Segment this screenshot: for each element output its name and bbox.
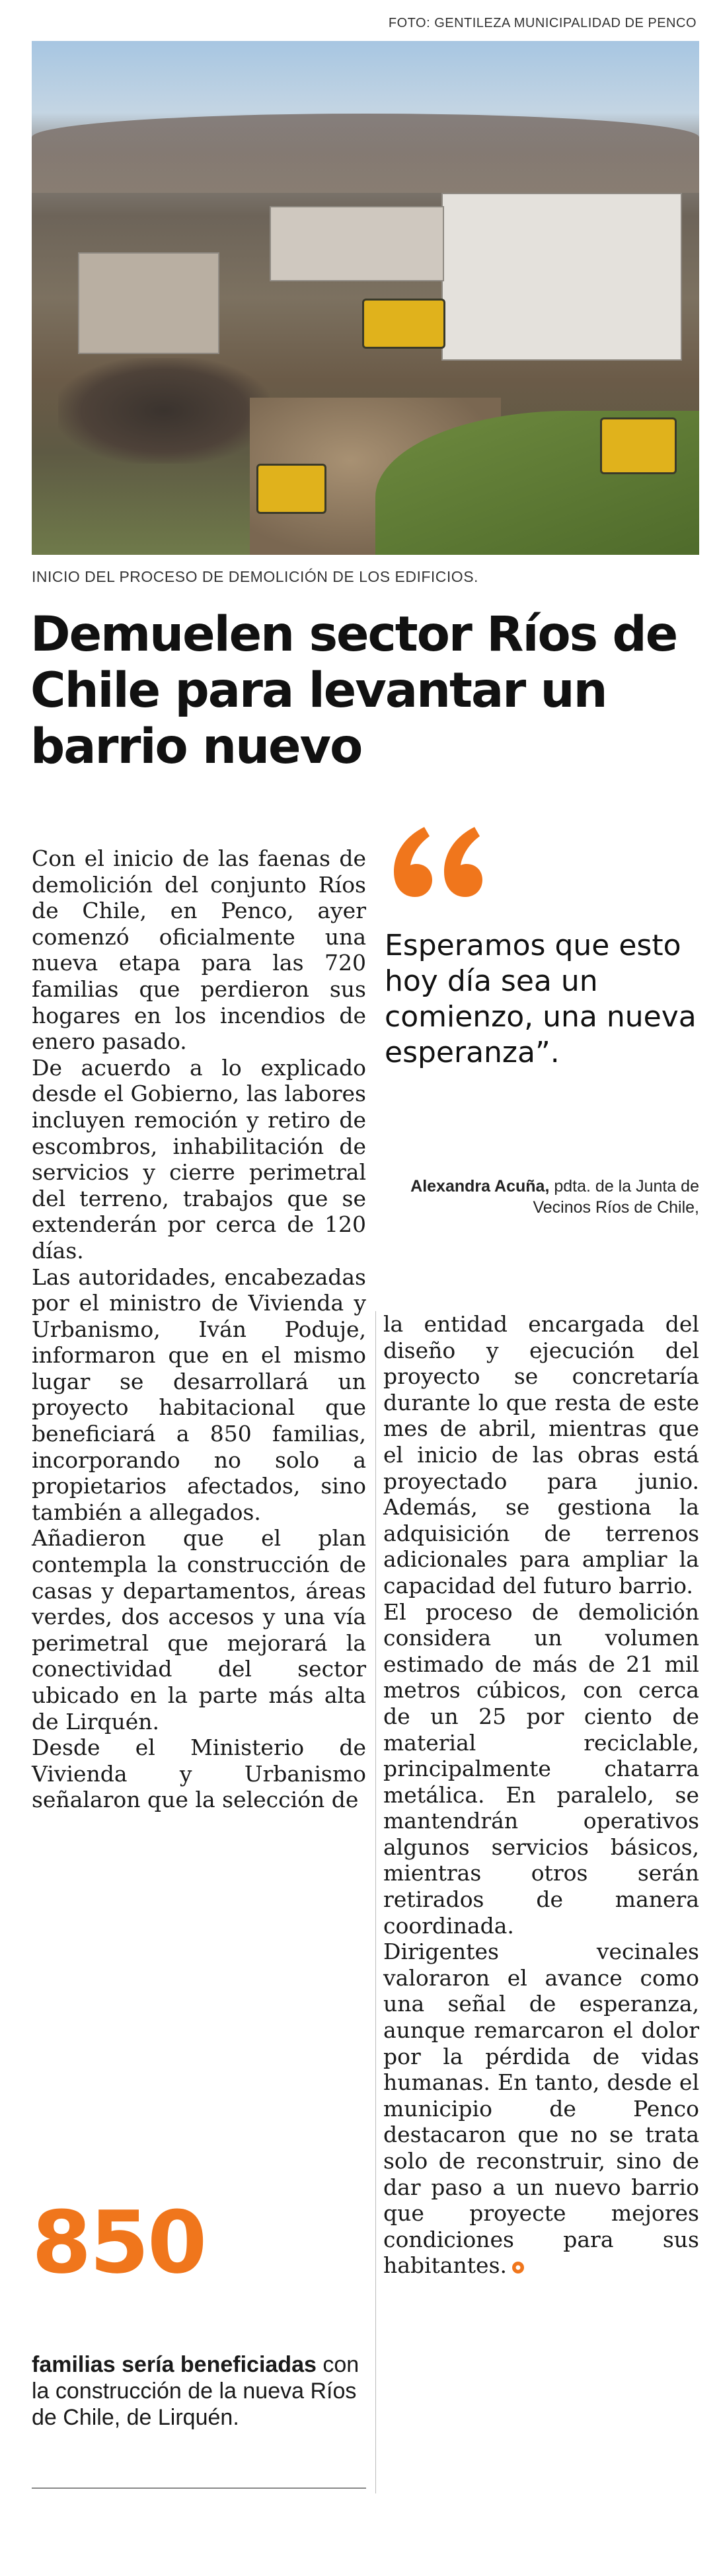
building-facade [441, 193, 682, 361]
building-ruin [270, 206, 444, 281]
quote-mark-icon [386, 819, 485, 905]
excavator [600, 417, 677, 474]
column-divider [375, 1311, 376, 2493]
paragraph: Las autoridades, encabezadas por el ministro de Vivienda y Urbanismo, Iván Poduje, informaron que en el mismo lugar se desarrollará un proyecto habitacional que beneficiará a 850 familias, incorporando no solo a propietarios afectados, sino también a allegados. [32, 1264, 366, 1525]
demolition-photo [32, 41, 699, 555]
highlight-figure: 850 [32, 2192, 206, 2293]
crowd [58, 358, 270, 464]
headline: Demuelen sector Ríos de Chile para levantar un barrio nuevo [30, 606, 677, 775]
quote-author-role: pdta. de la Junta de Vecinos Ríos de Chile, [533, 1177, 699, 1217]
photo-credit: FOTO: GENTILEZA MUNICIPALIDAD DE PENCO [388, 16, 697, 30]
quote-attribution [385, 1176, 699, 1218]
paragraph: Añadieron que el plan contempla la construcción de casas y departamentos, áreas verdes, dos accesos y una vía perimetral que mejorará la conectividad del sector ubicado en la parte más alta de Lirquén. [32, 1525, 366, 1735]
excavator [362, 299, 445, 349]
end-mark-icon [511, 2260, 525, 2275]
paragraph: Con el inicio de las faenas de demolición del conjunto Ríos de Chile, en Penco, ayer comenzó oficialmente una nueva etapa para las 720 familias que perdieron sus hogares en los incendios de enero pasado. [32, 845, 366, 1055]
paragraph: Desde el Ministerio de Vivienda y Urbanismo señalaron que la selección de [32, 1735, 366, 1813]
background-hill [32, 114, 699, 193]
article-column-right [383, 1311, 699, 2279]
building-left [78, 252, 219, 354]
paragraph: De acuerdo a lo explicado desde el Gobierno, las labores incluyen remoción y retiro de escombros, inhabilitación de servicios y cierre perimetral del terreno, trabajos que se extenderán por cerca de 120 días. [32, 1054, 366, 1264]
paragraph-text: Dirigentes vecinales valoraron el avance como una señal de esperanza, aunque remarcaron el dolor por la pérdida de vidas humanas. En tanto, desde el municipio de Penco destacaron que no se trata solo de reconstruir, sino de dar paso a un nuevo barrio que proyecte mejores condiciones para sus habitantes. [383, 1939, 699, 2279]
pull-quote: Esperamos que esto hoy día sea un comienzo, una nueva esperanza”. [385, 929, 697, 1069]
highlight-text-bold: familias sería beneficiadas [32, 2352, 317, 2377]
quote-author: Alexandra Acuña, [410, 1177, 550, 1196]
paragraph: El proceso de demolición considera un volumen estimado de más de 21 mil metros cúbicos, con cerca de un 25 por ciento de material reciclable, principalmente chatarra metálica. En paralelo, se mantendrán operativos algunos servicios básicos, mientras otros serán retirados de manera coordinada. [383, 1598, 699, 1939]
highlight-text-rest: con la construcción de la nueva Ríos de Chile, de Lirquén. [32, 2352, 360, 2430]
highlight-rule [32, 2487, 366, 2489]
paragraph [383, 1939, 699, 2279]
paragraph: la entidad encargada del diseño y ejecución del proyecto se concretaría durante lo que resta de este mes de abril, mientras que el inicio de las obras está proyectado para junio. Además, se gestiona la adquisición de terrenos adicionales para ampliar la capacidad del futuro barrio. [383, 1311, 699, 1598]
highlight-text [32, 2351, 366, 2431]
photo-caption: INICIO DEL PROCESO DE DEMOLICIÓN DE LOS EDIFICIOS. [32, 568, 478, 585]
article-column-left [32, 845, 366, 1813]
loader [256, 464, 326, 514]
